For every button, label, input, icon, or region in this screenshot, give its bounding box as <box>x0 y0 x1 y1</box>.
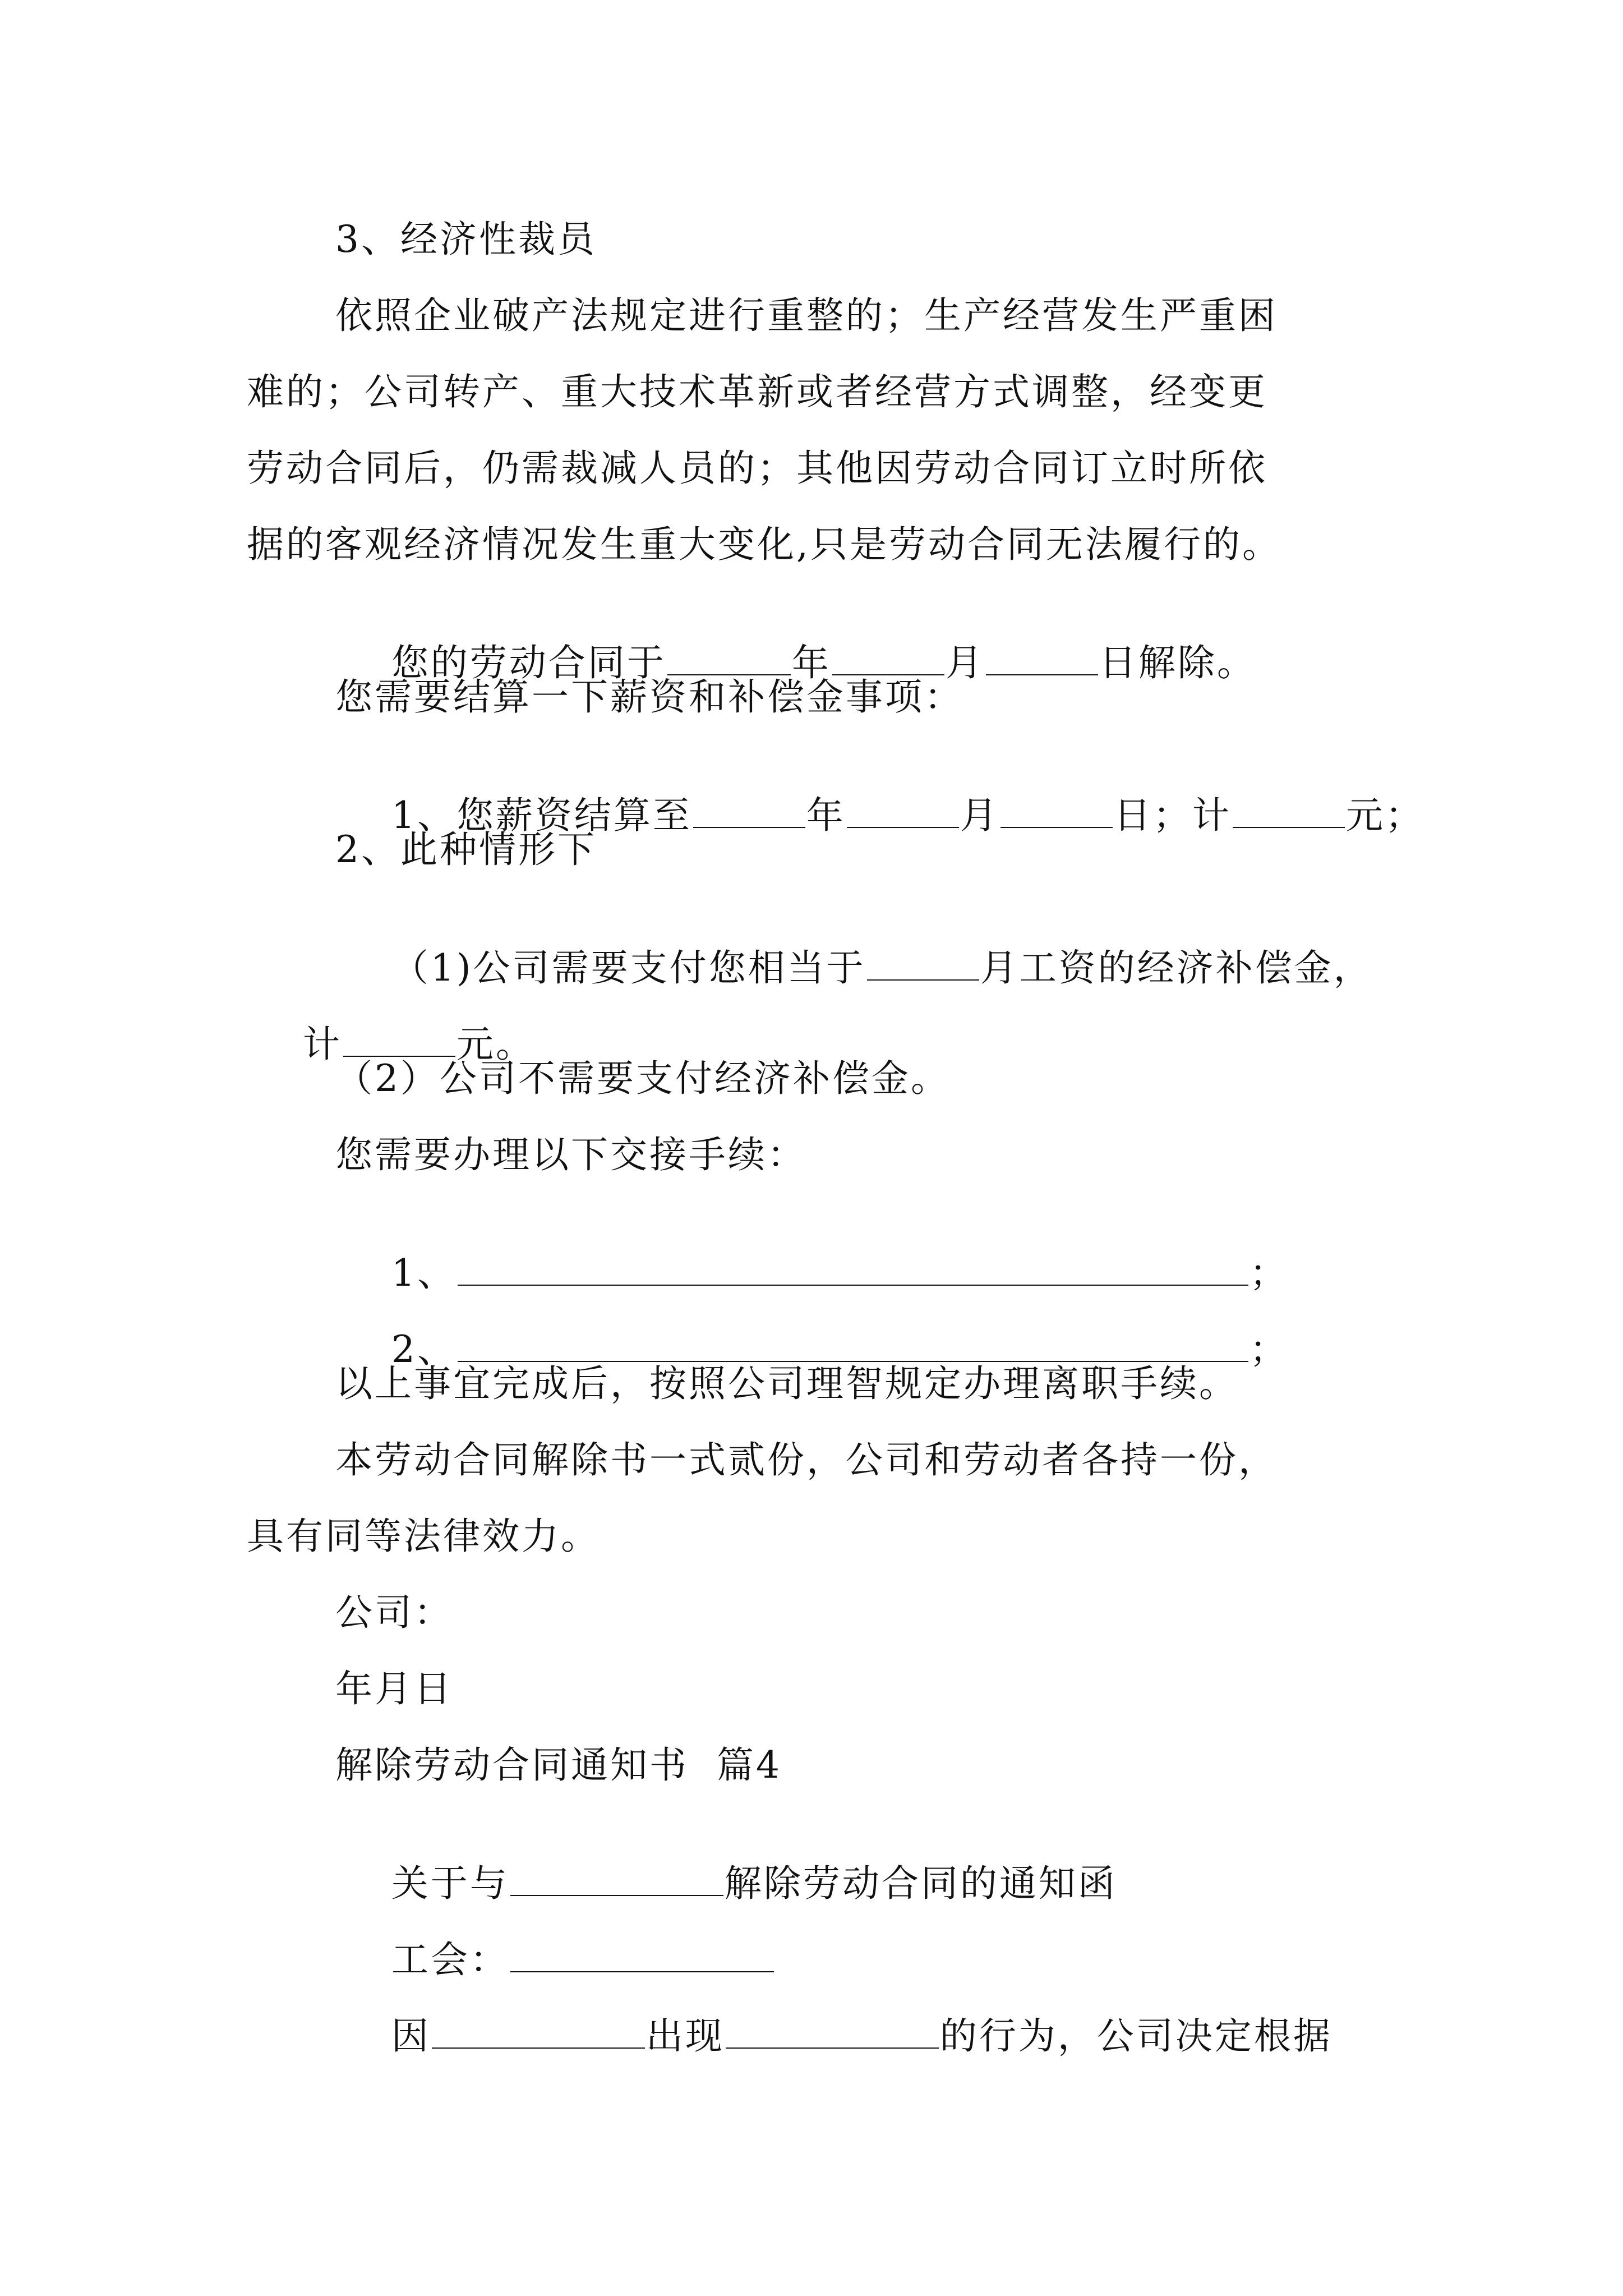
handover-item-2-blank <box>458 1326 1248 1362</box>
comp1-prefix: （1)公司需要支付您相当于 <box>391 946 866 990</box>
para1-line4: 据的客观经济情况发生重大变化,只是劳动合同无法履行的。 <box>247 523 1281 566</box>
cause-prefix: 因 <box>391 2014 431 2058</box>
copies-line2: 具有同等法律效力。 <box>247 1515 600 1558</box>
company-label: 公司： <box>335 1591 453 1634</box>
settle-year-blank <box>693 792 805 828</box>
settle-intro: 您需要结算一下薪资和补偿金事项： <box>335 675 963 719</box>
handover-item-2-end: ； <box>1249 1328 1289 1371</box>
comp1-months-blank <box>867 945 979 981</box>
notice-prefix: 关于与 <box>391 1862 509 1905</box>
section-title: 解除劳动合同通知书 篇4 <box>335 1743 782 1787</box>
notice-suffix: 解除劳动合同的通知函 <box>724 1862 1117 1905</box>
situation-heading: 2、此种情形下 <box>335 828 597 871</box>
cause-middle: 出现 <box>645 2014 725 2058</box>
cause-suffix: 的行为，公司决定根据 <box>939 2014 1332 2058</box>
handover-item-2-num: 2、 <box>391 1328 457 1371</box>
handover-intro: 您需要办理以下交接手续： <box>335 1133 806 1176</box>
settle-year-label: 年 <box>806 794 846 837</box>
cause-name-blank <box>432 2013 645 2049</box>
contract-end-prefix: 您的劳动合同于 <box>391 641 666 684</box>
comp2: （2）公司不需要支付经济补偿金。 <box>335 1057 950 1100</box>
comp1-line2-suffix: 元。 <box>456 1023 535 1066</box>
after-done: 以上事宜完成后，按照公司理智规定办理离职手续。 <box>335 1362 1238 1405</box>
settle-day-label: 日；计 <box>1113 794 1232 837</box>
settle-prefix: 1、您薪资结算至 <box>391 794 692 837</box>
month-label: 月 <box>945 641 985 684</box>
para1-line3: 劳动合同后，仍需裁减人员的；其他因劳动合同订立时所依 <box>247 447 1267 490</box>
day-blank <box>986 639 1098 675</box>
handover-item-1-blank <box>458 1250 1248 1286</box>
day-label: 日解除。 <box>1099 641 1256 684</box>
handover-item-1-num: 1、 <box>391 1251 457 1295</box>
comp1-amount-blank <box>343 1021 455 1057</box>
copies-line1: 本劳动合同解除书一式贰份，公司和劳动者各持一份， <box>335 1438 1278 1481</box>
comp1-suffix: 月工资的经济补偿金， <box>980 946 1373 990</box>
para1-line1: 依照企业破产法规定进行重整的；生产经营发生严重困 <box>335 294 1278 337</box>
comp1-line2-prefix: 计 <box>302 1023 342 1066</box>
settle-yuan-label: 元； <box>1345 794 1424 837</box>
settle-month-blank <box>847 792 959 828</box>
notice-name-blank <box>510 1860 723 1896</box>
union-label: 工会： <box>391 1938 509 1981</box>
settle-day-blank <box>1000 792 1113 828</box>
year-blank <box>667 639 791 675</box>
year-label: 年 <box>791 641 831 684</box>
heading-layoff: 3、经济性裁员 <box>335 218 597 261</box>
union-blank <box>510 1936 774 1972</box>
para1-line2: 难的；公司转产、重大技术革新或者经营方式调整，经变更 <box>247 370 1267 413</box>
cause-behavior-blank <box>726 2013 939 2049</box>
date-label: 年月日 <box>335 1667 453 1710</box>
month-blank <box>832 639 944 675</box>
settle-amount-blank <box>1233 792 1345 828</box>
settle-month-label: 月 <box>960 794 999 837</box>
handover-item-1-end: ； <box>1249 1251 1289 1295</box>
cause-line <box>335 1976 1491 2092</box>
